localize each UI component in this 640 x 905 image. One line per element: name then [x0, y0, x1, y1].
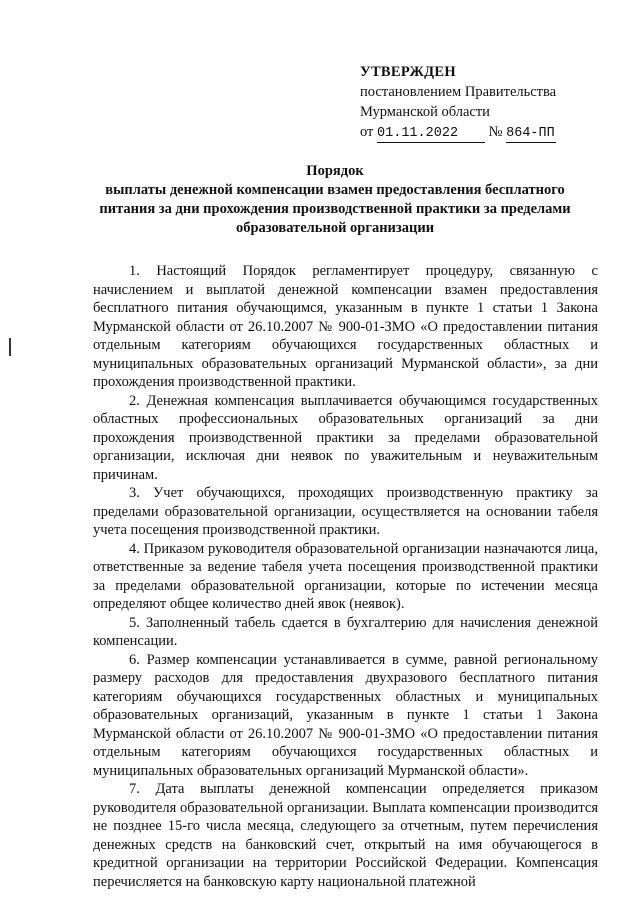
approval-issuer-line: постановлением Правительства — [360, 84, 557, 100]
paragraph-5: 5. Заполненный табель сдается в бухгалтерию для начисления денежной компенсации. — [93, 614, 598, 649]
title-line-3: питания за дни прохождения производственной практики за пределами — [99, 201, 571, 217]
title-line-2: выплаты денежной компенсации взамен предоставления бесплатного — [105, 182, 565, 198]
margin-mark — [9, 338, 11, 356]
approval-date-line — [360, 122, 600, 143]
paragraph-6: 6. Размер компенсации устанавливается в сумме, равной региональному размеру расходов для предоставления двухразового бесплатного питания категориям обучающихся государственных областных и муниципальных образовательных организаций, указанным в пункте 1 статьи 1 Закона Мурманской области от 26.10.2007 № 900-01-ЗМО «О предоставлении питания отдельным категориям обучающихся государственных областных и муниципальных образовательных организаций Мурманской области». — [93, 651, 598, 779]
approval-heading: УТВЕРЖДЕН — [360, 64, 456, 80]
approval-stamp — [360, 62, 600, 143]
paragraph-1: 1. Настоящий Порядок регламентирует процедуру, связанную с начислением и выплатой денежной компенсации взамен предоставления бесплатного питания обучающимся, указанным в пункте 1 статьи 1 Закона Мурманской области от 26.10.2007 № 900-01-ЗМО «О предоставлении питания отдельным категориям обучающихся государственных областных и муниципальных образовательных организаций Мурманской области», за дни прохождения производственной практики. — [93, 263, 598, 390]
paragraph-2: 2. Денежная компенсация выплачивается обучающимся государственных областных профессиональных образовательных организаций за дни прохождения производственной практики за пределами образовательной организации, исключая дни неявок по уважительным и неуважительным причинам. — [93, 392, 598, 483]
paragraph-4: 4. Приказом руководителя образовательной организации назначаются лица, ответственные за ведение табеля учета посещения производственной практики за пределами образовательной организации, которые по истечении месяца определяют общее количество дней явок (неявок). — [93, 540, 598, 612]
title-line-1: Порядок — [306, 163, 364, 179]
approval-number: 864-ПП — [506, 126, 555, 141]
approval-region-line: Мурманской области — [360, 104, 490, 120]
paragraph-3: 3. Учет обучающихся, проходящих производственную практику за пределами образовательной организации, осуществляется на основании табеля учета посещения производственной практики. — [93, 485, 598, 538]
number-prefix: № — [488, 124, 503, 140]
date-prefix: от — [360, 124, 374, 140]
document-title — [95, 162, 575, 238]
approval-date: 01.11.2022 — [377, 126, 485, 143]
document-body — [93, 262, 598, 891]
title-line-4: образовательной организации — [235, 220, 435, 236]
paragraph-7: 7. Дата выплаты денежной компенсации определяется приказом руководителя образовательной организации. Выплата компенсации производится не позднее 15-го числа месяца, следующего за отчетным, путем перечисления денежных средств на банковский счет, открытый на имя обучающегося в кредитной организации на территории Российской Федерации. Компенсация перечисляется на банковскую карту национальной платежной — [93, 781, 598, 890]
